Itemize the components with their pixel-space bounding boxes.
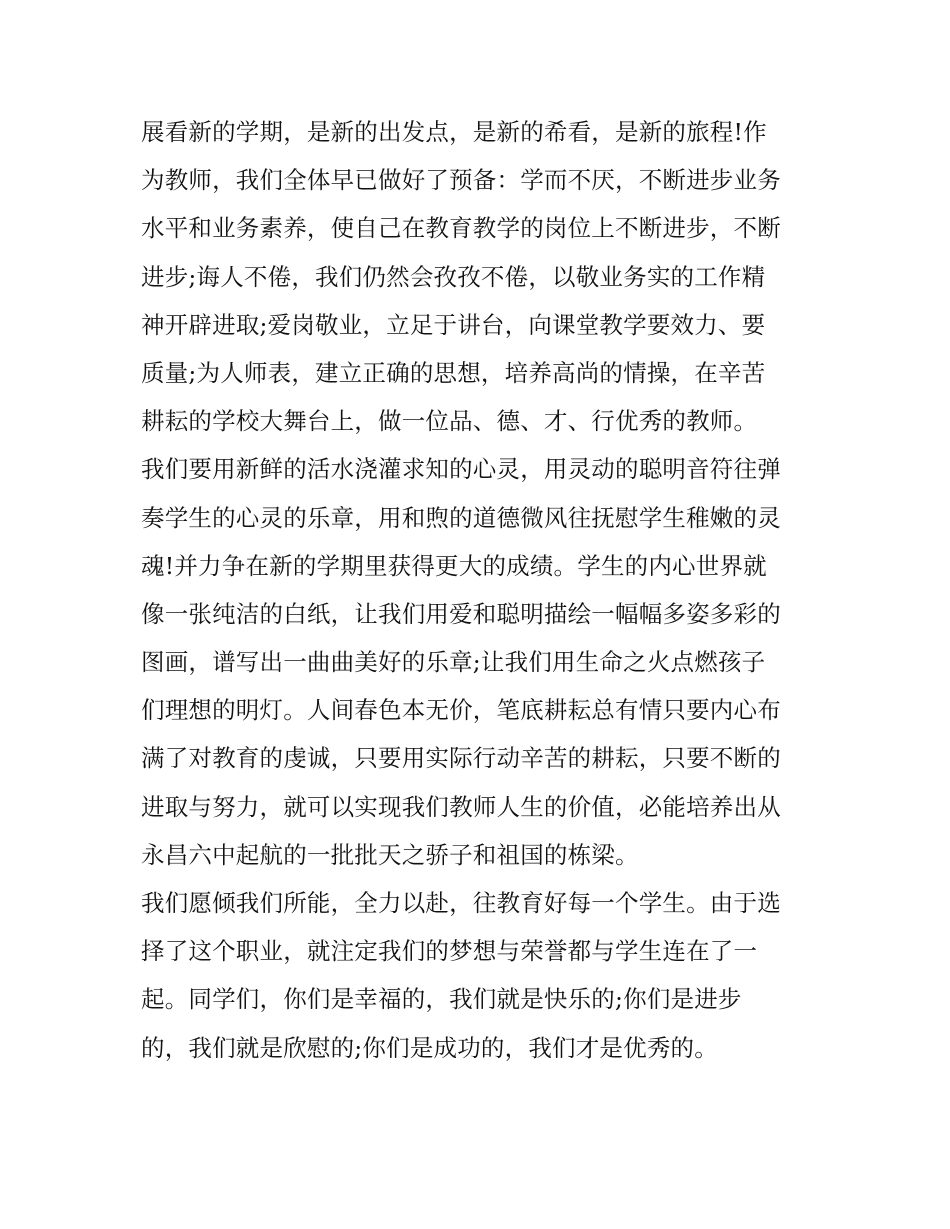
text-line-20: 的，我们就是欣慰的;你们是成功的，我们才是优秀的。 <box>141 1033 718 1062</box>
document-body-text <box>141 108 821 1072</box>
text-line-2: 为教师，我们全体早已做好了预备：学而不厌，不断进步业务 <box>141 166 781 195</box>
text-line-5: 神开辟进取;爱岗敬业，立足于讲台，向课堂教学要效力、要 <box>141 310 766 339</box>
text-line-6: 质量;为人师表，建立正确的思想，培养高尚的情操，在辛苦 <box>141 358 766 387</box>
text-line-18: 择了这个职业，就注定我们的梦想与荣誉都与学生连在了一 <box>141 937 758 966</box>
text-line-17: 我们愿倾我们所能，全力以赴，往教育好每一个学生。由于选 <box>141 889 781 917</box>
text-line-19: 起。同学们，你们是幸福的，我们就是快乐的;你们是进步 <box>141 985 742 1014</box>
text-line-12: 图画，谱写出一曲曲美好的乐章;让我们用生命之火点燃孩子 <box>141 648 766 677</box>
text-line-10: 魂!并力争在新的学期里获得更大的成绩。学生的内心世界就 <box>141 551 767 580</box>
text-line-14: 满了对教育的虔诚，只要用实际行动辛苦的耕耘，只要不断的 <box>141 744 781 773</box>
text-line-13: 们理想的明灯。人间春色本无价，笔底耕耘总有情只要内心布 <box>141 696 781 725</box>
text-line-3: 水平和业务素养，使自己在教育教学的岗位上不断进步，不断 <box>141 214 781 243</box>
text-line-7: 耕耘的学校大舞台上，做一位品、德、才、行优秀的教师。 <box>141 407 758 436</box>
text-line-8: 我们要用新鲜的活水浇灌求知的心灵，用灵动的聪明音符往弹 <box>141 455 781 484</box>
text-line-4: 进步;诲人不倦，我们仍然会孜孜不倦，以敬业务实的工作精 <box>141 262 766 291</box>
text-line-16: 永昌六中起航的一批批天之骄子和祖国的栋梁。 <box>141 840 639 869</box>
text-line-9: 奏学生的心灵的乐章，用和煦的道德微风往抚慰学生稚嫩的灵 <box>141 503 781 532</box>
text-line-1: 展看新的学期，是新的出发点，是新的希看，是新的旅程!作 <box>141 118 767 146</box>
text-line-11: 像一张纯洁的白纸，让我们用爱和聪明描绘一幅幅多姿多彩的 <box>141 599 781 628</box>
text-line-15: 进取与努力，就可以实现我们教师人生的价值，必能培养出从 <box>141 792 781 821</box>
